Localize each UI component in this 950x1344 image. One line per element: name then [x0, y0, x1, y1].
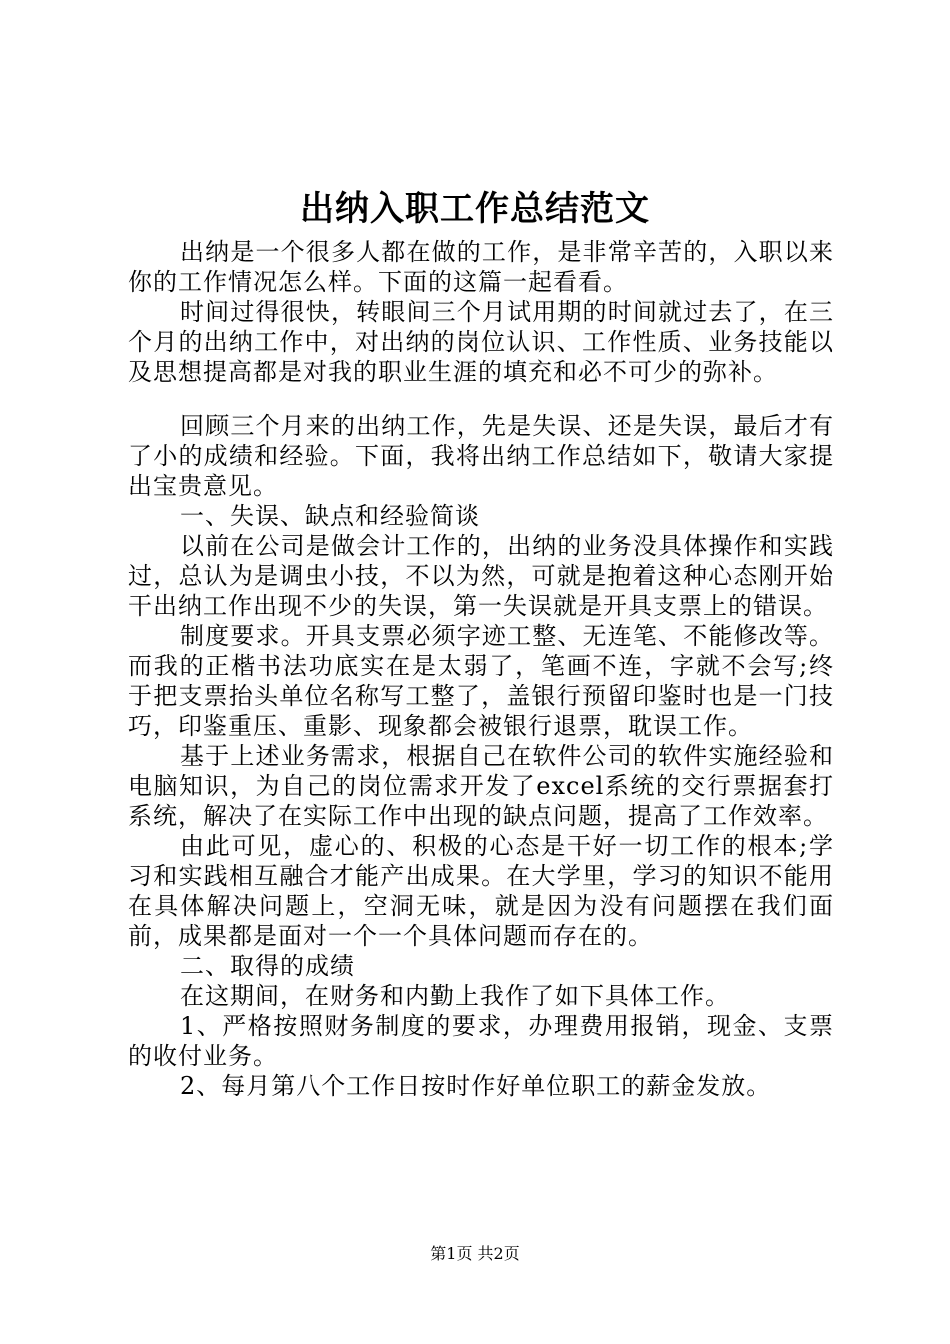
paragraph-work-intro: 在这期间，在财务和内勤上我作了如下具体工作。 [180, 982, 730, 1010]
section-heading-achievements: 二、取得的成绩 [180, 952, 355, 980]
list-item-1: 1、严格按照财务制度的要求，办理费用报销，现金、支票的收付业务。 [128, 1012, 834, 1070]
paragraph-software-solution: 基于上述业务需求，根据自己在软件公司的软件实施经验和电脑知识，为自己的岗位需求开发了excel系统的交行票据套打系统，解决了在实际工作中出现的缺点问题，提高了工作效率。 [128, 742, 834, 830]
paragraph-time-passed: 时间过得很快，转眼间三个月试用期的时间就过去了，在三个月的出纳工作中，对出纳的岗位认识、工作性质、业务技能以及思想提高都是对我的职业生涯的填充和必不可少的弥补。 [128, 298, 834, 386]
paragraph-review: 回顾三个月来的出纳工作，先是失误、还是失误，最后才有了小的成绩和经验。下面，我将出纳工作总结如下，敬请大家提出宝贵意见。 [128, 412, 834, 500]
section-heading-mistakes: 一、失误、缺点和经验简谈 [180, 502, 480, 530]
paragraph-lesson: 由此可见，虚心的、积极的心态是干好一切工作的根本;学习和实践相互融合才能产出成果。在大学里，学习的知识不能用在具体解决问题上，空洞无味，就是因为没有问题摆在我们面前，成果都是面对一个一个具体问题而存在的。 [128, 832, 834, 950]
list-item-2: 2、每月第八个工作日按时作好单位职工的薪金发放。 [180, 1072, 772, 1100]
paragraph-previous-work: 以前在公司是做会计工作的，出纳的业务没具体操作和实践过，总认为是调虫小技，不以为然，可就是抱着这种心态刚开始干出纳工作出现不少的失误，第一失误就是开具支票上的错误。 [128, 532, 834, 620]
paragraph-intro: 出纳是一个很多人都在做的工作，是非常辛苦的，入职以来你的工作情况怎么样。下面的这篇一起看看。 [128, 238, 834, 296]
page-number-footer: 第1页 共2页 [430, 1244, 520, 1263]
document-body [128, 237, 834, 1101]
document-title: 出纳入职工作总结范文 [300, 189, 650, 229]
paragraph-system-requirements: 制度要求。开具支票必须字迹工整、无连笔、不能修改等。而我的正楷书法功底实在是太弱了，笔画不连，字就不会写;终于把支票抬头单位名称写工整了，盖银行预留印鉴时也是一门技巧，印鉴重压、重影、现象都会被银行退票，耽误工作。 [128, 622, 834, 740]
